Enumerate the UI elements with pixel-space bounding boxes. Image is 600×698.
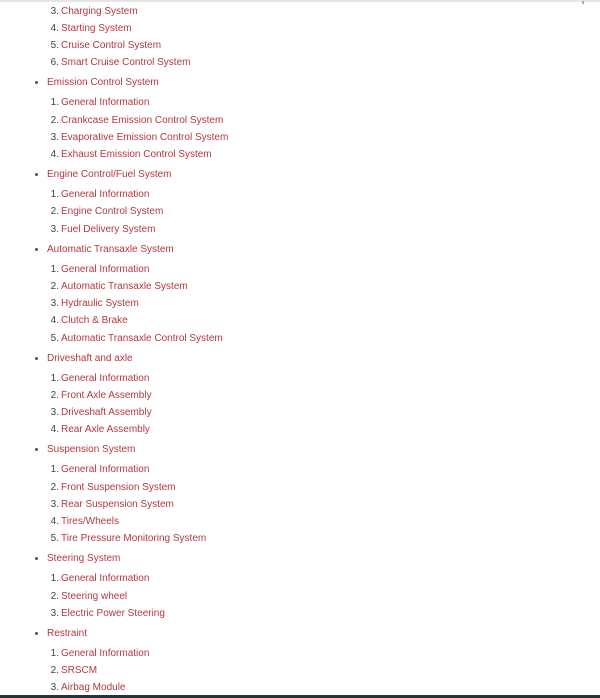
section-link[interactable]: Engine Control/Fuel System	[47, 169, 172, 181]
item-link[interactable]: Front Suspension System	[61, 481, 176, 493]
list-item	[0, 37, 600, 54]
item-link[interactable]: General Information	[61, 189, 150, 201]
list-item	[0, 605, 600, 622]
bullet-icon	[35, 248, 38, 251]
list-item	[0, 203, 600, 220]
list-item	[0, 329, 600, 346]
item-number: 3.	[50, 407, 59, 419]
item-link[interactable]: General Information	[61, 97, 150, 109]
item-link[interactable]: Starting System	[61, 22, 132, 34]
section-link[interactable]: Restraint	[47, 627, 88, 639]
item-link[interactable]: Evaporative Emission Control System	[61, 131, 229, 143]
list-item	[0, 2, 600, 19]
list-item	[0, 312, 600, 329]
item-number: 3.	[50, 5, 59, 17]
list-item	[0, 111, 600, 128]
item-link[interactable]: SRSCM	[61, 665, 98, 677]
item-link[interactable]: Engine Control System	[61, 206, 164, 218]
list-item	[0, 387, 600, 404]
item-number: 1.	[50, 647, 59, 659]
section-link[interactable]: Steering System	[47, 553, 121, 565]
list-item	[0, 404, 600, 421]
item-link[interactable]: Electric Power Steering	[61, 607, 165, 619]
item-number: 4.	[50, 424, 59, 436]
item-link[interactable]: General Information	[61, 573, 150, 585]
item-number: 3.	[50, 607, 59, 619]
item-number: 2.	[50, 280, 59, 292]
list-item	[0, 94, 600, 111]
bullet-icon	[35, 632, 38, 635]
item-number: 4.	[50, 516, 59, 528]
item-link[interactable]: Driveshaft Assembly	[61, 407, 152, 419]
item-number: 3.	[50, 131, 59, 143]
item-number: 2.	[50, 389, 59, 401]
list-item	[0, 278, 600, 295]
list-item	[0, 461, 600, 478]
bullet-icon	[35, 557, 38, 560]
item-link[interactable]: Tire Pressure Monitoring System	[61, 533, 207, 545]
item-number: 5.	[50, 332, 59, 344]
list-item	[0, 587, 600, 604]
bullet-icon	[35, 357, 38, 360]
list-item	[0, 295, 600, 312]
item-number: 4.	[50, 22, 59, 34]
item-number: 1.	[50, 97, 59, 109]
section-link[interactable]: Suspension System	[47, 444, 136, 456]
item-link[interactable]: Airbag Module	[61, 682, 126, 694]
item-number: 2.	[50, 481, 59, 493]
list-item	[0, 530, 600, 547]
item-number: 1.	[50, 372, 59, 384]
list-item	[0, 478, 600, 495]
item-number: 5.	[50, 40, 59, 52]
list-item	[0, 679, 600, 696]
item-link[interactable]: Clutch & Brake	[61, 315, 128, 327]
item-number: 6.	[50, 57, 59, 69]
list-item	[0, 146, 600, 163]
section-link[interactable]: Automatic Transaxle System	[47, 243, 174, 255]
item-link[interactable]: Rear Suspension System	[61, 498, 174, 510]
bullet-icon	[35, 173, 38, 176]
item-link[interactable]: Automatic Transaxle System	[61, 280, 188, 292]
list-item	[0, 662, 600, 679]
list-item	[0, 496, 600, 513]
item-number: 5.	[50, 533, 59, 545]
item-number: 2.	[50, 206, 59, 218]
list-item	[0, 129, 600, 146]
item-link[interactable]: Cruise Control System	[61, 40, 162, 52]
item-link[interactable]: Exhaust Emission Control System	[61, 149, 212, 161]
item-link[interactable]: General Information	[61, 647, 150, 659]
section-heading	[0, 238, 600, 261]
list-item	[0, 513, 600, 530]
item-number: 1.	[50, 464, 59, 476]
item-link[interactable]: Automatic Transaxle Control System	[61, 332, 223, 344]
item-link[interactable]: General Information	[61, 372, 150, 384]
section-heading	[0, 622, 600, 645]
item-number: 1.	[50, 189, 59, 201]
section-heading	[0, 163, 600, 186]
section-heading	[0, 438, 600, 461]
item-number: 2.	[50, 114, 59, 126]
section-heading	[0, 347, 600, 370]
list-item	[0, 54, 600, 71]
item-number: 3.	[50, 223, 59, 235]
section-link[interactable]: Driveshaft and axle	[47, 352, 133, 364]
list-item	[0, 369, 600, 386]
item-number: 3.	[50, 498, 59, 510]
item-link[interactable]: Front Axle Assembly	[61, 389, 152, 401]
item-link[interactable]: Tires/Wheels	[61, 516, 119, 528]
item-link[interactable]: Charging System	[61, 5, 138, 17]
section-link[interactable]: Emission Control System	[47, 77, 159, 89]
item-number: 3.	[50, 682, 59, 694]
section-heading	[0, 71, 600, 94]
item-number: 3.	[50, 298, 59, 310]
item-link[interactable]: Hydraulic System	[61, 298, 139, 310]
list-item	[0, 421, 600, 438]
item-link[interactable]: Smart Cruise Control System	[61, 57, 191, 69]
item-link[interactable]: Rear Axle Assembly	[61, 424, 150, 436]
list-item	[0, 570, 600, 587]
item-link[interactable]: Fuel Delivery System	[61, 223, 156, 235]
item-number: 1.	[50, 263, 59, 275]
item-link[interactable]: Crankcase Emission Control System	[61, 114, 224, 126]
list-item	[0, 20, 600, 37]
list-item	[0, 220, 600, 237]
item-number: 1.	[50, 573, 59, 585]
bullet-icon	[35, 81, 38, 84]
bullet-icon	[35, 448, 38, 451]
item-link[interactable]: General Information	[61, 464, 150, 476]
item-number: 2.	[50, 665, 59, 677]
item-number: 2.	[50, 590, 59, 602]
item-number: 4.	[50, 315, 59, 327]
list-item	[0, 260, 600, 277]
item-number: 4.	[50, 149, 59, 161]
toc-list	[0, 2, 600, 696]
section-heading	[0, 547, 600, 570]
list-item	[0, 645, 600, 662]
item-link[interactable]: Steering wheel	[61, 590, 128, 602]
list-item	[0, 186, 600, 203]
item-link[interactable]: General Information	[61, 263, 150, 275]
